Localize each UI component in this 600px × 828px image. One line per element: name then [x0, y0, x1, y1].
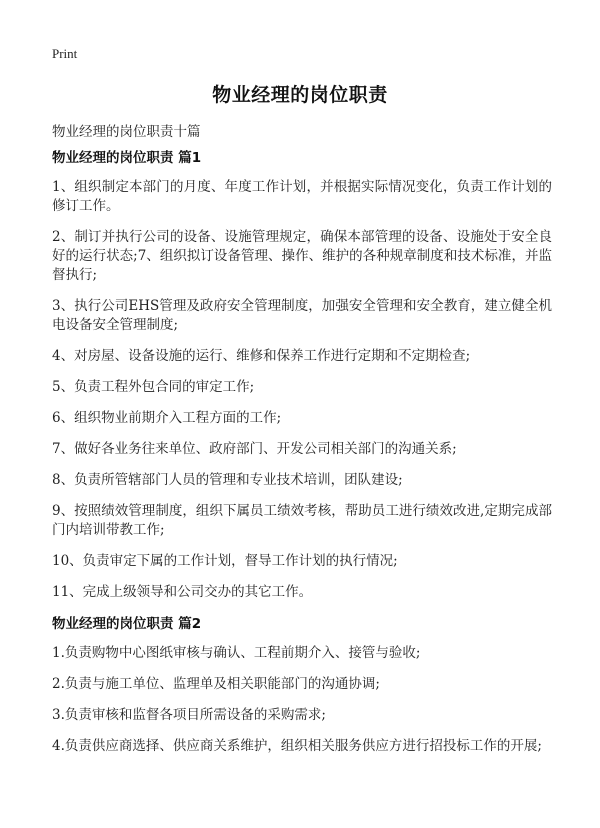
- list-item: 2、制订并执行公司的设备、设施管理规定，确保本部管理的设备、设施处于安全良好的运行状态;7、组织拟订设备管理、操作、维护的各种规章制度和技术标准，并监督执行;: [52, 229, 552, 283]
- list-item: 11、完成上级领导和公司交办的其它工作。: [52, 584, 313, 600]
- list-item: 6、组织物业前期介入工程方面的工作;: [52, 410, 282, 426]
- list-item: 4、对房屋、设备设施的运行、维修和保养工作进行定期和不定期检查;: [52, 348, 471, 364]
- list-item: 7、做好各业务往来单位、政府部门、开发公司相关部门的沟通关系;: [52, 441, 457, 457]
- list-item: 3、执行公司EHS管理及政府安全管理制度，加强安全管理和安全教育，建立健全机电设备安全管理制度;: [52, 298, 552, 333]
- section-heading: 物业经理的岗位职责 篇2: [52, 616, 202, 632]
- list-item: 9、按照绩效管理制度，组织下属员工绩效考核，帮助员工进行绩效改进,定期完成部门内培训带教工作;: [52, 503, 552, 538]
- section-heading: 物业经理的岗位职责 篇1: [52, 150, 202, 166]
- list-item: 2.负责与施工单位、监理单及相关职能部门的沟通协调;: [52, 676, 380, 692]
- list-item: 10、负责审定下属的工作计划，督导工作计划的执行情况;: [52, 553, 398, 569]
- list-item: 8、负责所管辖部门人员的管理和专业技术培训，团队建设;: [52, 472, 403, 488]
- list-item: 1、组织制定本部门的月度、年度工作计划，并根据实际情况变化，负责工作计划的修订工作。: [52, 179, 552, 214]
- list-item: 4.负责供应商选择、供应商关系维护，组织相关服务供应方进行招投标工作的开展;: [52, 738, 542, 754]
- document-body: [52, 148, 552, 768]
- list-item: 1.负责购物中心图纸审核与确认、工程前期介入、接管与验收;: [52, 645, 421, 661]
- page-title: 物业经理的岗位职责: [212, 84, 388, 106]
- list-item: 5、负责工程外包合同的审定工作;: [52, 379, 255, 395]
- print-link[interactable]: Print: [52, 46, 78, 61]
- document-subtitle: 物业经理的岗位职责十篇: [52, 124, 201, 140]
- list-item: 3.负责审核和监督各项目所需设备的采购需求;: [52, 707, 326, 723]
